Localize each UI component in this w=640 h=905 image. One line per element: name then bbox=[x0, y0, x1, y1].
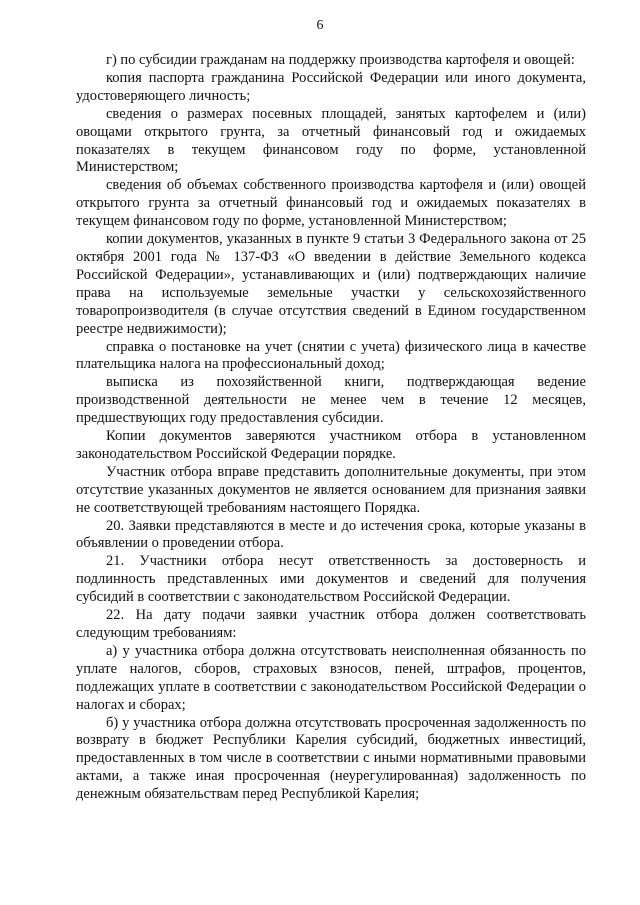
page-number: 6 bbox=[316, 18, 324, 33]
paragraph-tax-registration-certificate: справка о постановке на учет (снятии с учета) физического лица в качестве плательщика налога на профессиональный доход; bbox=[76, 338, 586, 373]
paragraph-additional-documents: Участник отбора вправе представить дополнительные документы, при этом отсутствие указанных документов не является основанием для признания заявки не соответствующей требованиям настоящего Порядка. bbox=[76, 463, 586, 516]
paragraph-production-volume-info: сведения об объемах собственного производства картофеля и (или) овощей открытого грунта за отчетный финансовый год и ожидаемых показателях в текущем финансовом году по форме, установленной Министерством; bbox=[76, 177, 586, 230]
paragraph-passport-copy: копия паспорта гражданина Российской Федерации или иного документа, удостоверяющего личность; bbox=[76, 69, 586, 104]
paragraph-requirement-a: а) у участника отбора должна отсутствовать неисполненная обязанность по уплате налогов, сборов, страховых взносов, пеней, штрафов, процентов, подлежащих уплате в соответствии с законодательством Российской Федерации о налогах и сборах; bbox=[76, 642, 586, 713]
paragraph-copies-certification: Копии документов заверяются участником отбора в установленном законодательством Российской Федерации порядке. bbox=[76, 428, 586, 462]
document-body bbox=[76, 52, 586, 804]
paragraph-land-documents: копии документов, указанных в пункте 9 статьи 3 Федерального закона от 25 октября 2001 года № 137-ФЗ «О введении в действие Земельного кодекса Российской Федерации», устанавливающих и (или) подтверждающих наличие права на используемые земельные участки у сельскохозяйственного товаропроизводителя (в случае отсутствия сведений в Едином государственном реестре недвижимости); bbox=[76, 231, 586, 337]
paragraph-requirement-b: б) у участника отбора должна отсутствовать просроченная задолженность по возврату в бюджет Республики Карелия субсидий, бюджетных инвестиций, предоставленных в том числе в соответствии с иными нормативными правовыми актами, а также иная просроченная (неурегулированная) задолженность по денежным обязательствам перед Республикой Карелия; bbox=[76, 714, 586, 803]
paragraph-household-book-extract: выписка из похозяйственной книги, подтверждающая ведение производственной деятельности не менее чем в течение 12 месяцев, предшествующих году предоставления субсидии. bbox=[76, 374, 586, 427]
paragraph-item-22: 22. На дату подачи заявки участник отбора должен соответствовать следующим требованиям: bbox=[76, 607, 586, 641]
paragraph-subsidy-potatoes: г) по субсидии гражданам на поддержку производства картофеля и овощей: bbox=[106, 52, 575, 68]
paragraph-item-20: 20. Заявки представляются в месте и до истечения срока, которые указаны в объявлении о проведении отбора. bbox=[76, 517, 586, 552]
paragraph-item-21: 21. Участники отбора несут ответственность за достоверность и подлинность представленных ими документов и сведений для получения субсидий в соответствии с законодательством Российской Федерации. bbox=[76, 553, 586, 606]
paragraph-sown-area-info: сведения о размерах посевных площадей, занятых картофелем и (или) овощами открытого грунта, за отчетный финансовый год и ожидаемых показателях в текущем финансовом году по форме, установленной Министерством; bbox=[76, 105, 586, 176]
